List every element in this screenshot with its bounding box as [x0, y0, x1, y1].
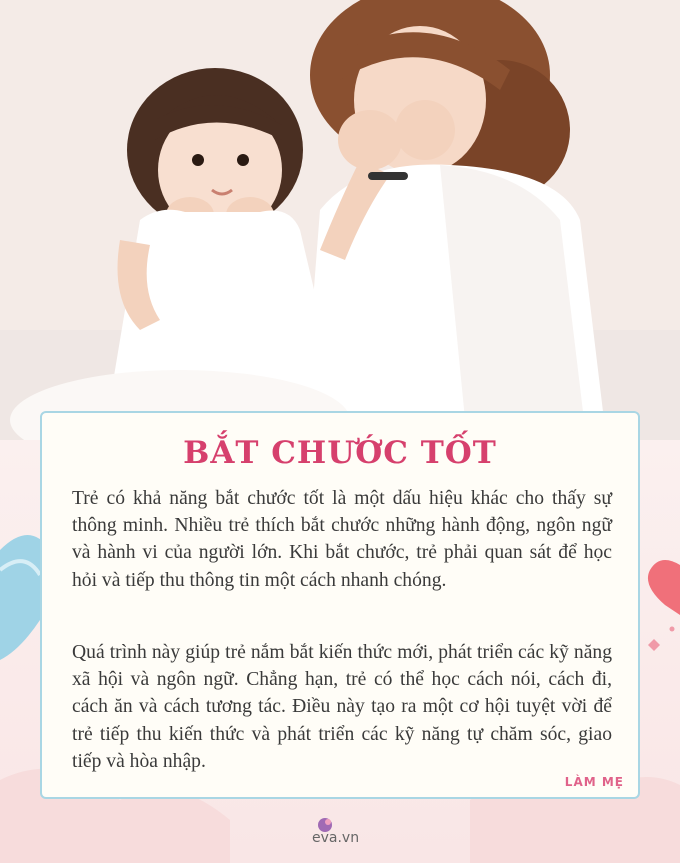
paragraph-1: Trẻ có khả năng bắt chước tốt là một dấu hiệu khác cho thấy sự thông minh. Nhiều trẻ thích bắt chước những hành động, ngôn ngữ và hành vi của người lớn. Khi bắt chước, trẻ phải quan sát để học hỏi và tiếp thu thông tin một cách nhanh chóng. — [72, 488, 612, 591]
info-card — [40, 411, 640, 799]
card-title: BẮT CHƯỚC TỐT — [183, 435, 497, 471]
source-label: LÀM MẸ — [564, 775, 624, 789]
heart-icon — [640, 555, 680, 615]
eva-logo — [304, 816, 376, 850]
sparkle-icon — [638, 615, 680, 655]
paragraph-2: Quá trình này giúp trẻ nắm bắt kiến thức mới, phát triển các kỹ năng xã hội và ngôn ngữ. Chẳng hạn, trẻ có thể học cách nói, cách đi, cách ăn và cách tương tác. Điều này tạo ra một cơ hội tuyệt vời để trẻ tiếp thu kiến thức và phát triển các kỹ năng tự chăm sóc, giao tiếp và hòa nhập. — [72, 642, 612, 772]
logo-text: eva.vn — [312, 830, 360, 846]
